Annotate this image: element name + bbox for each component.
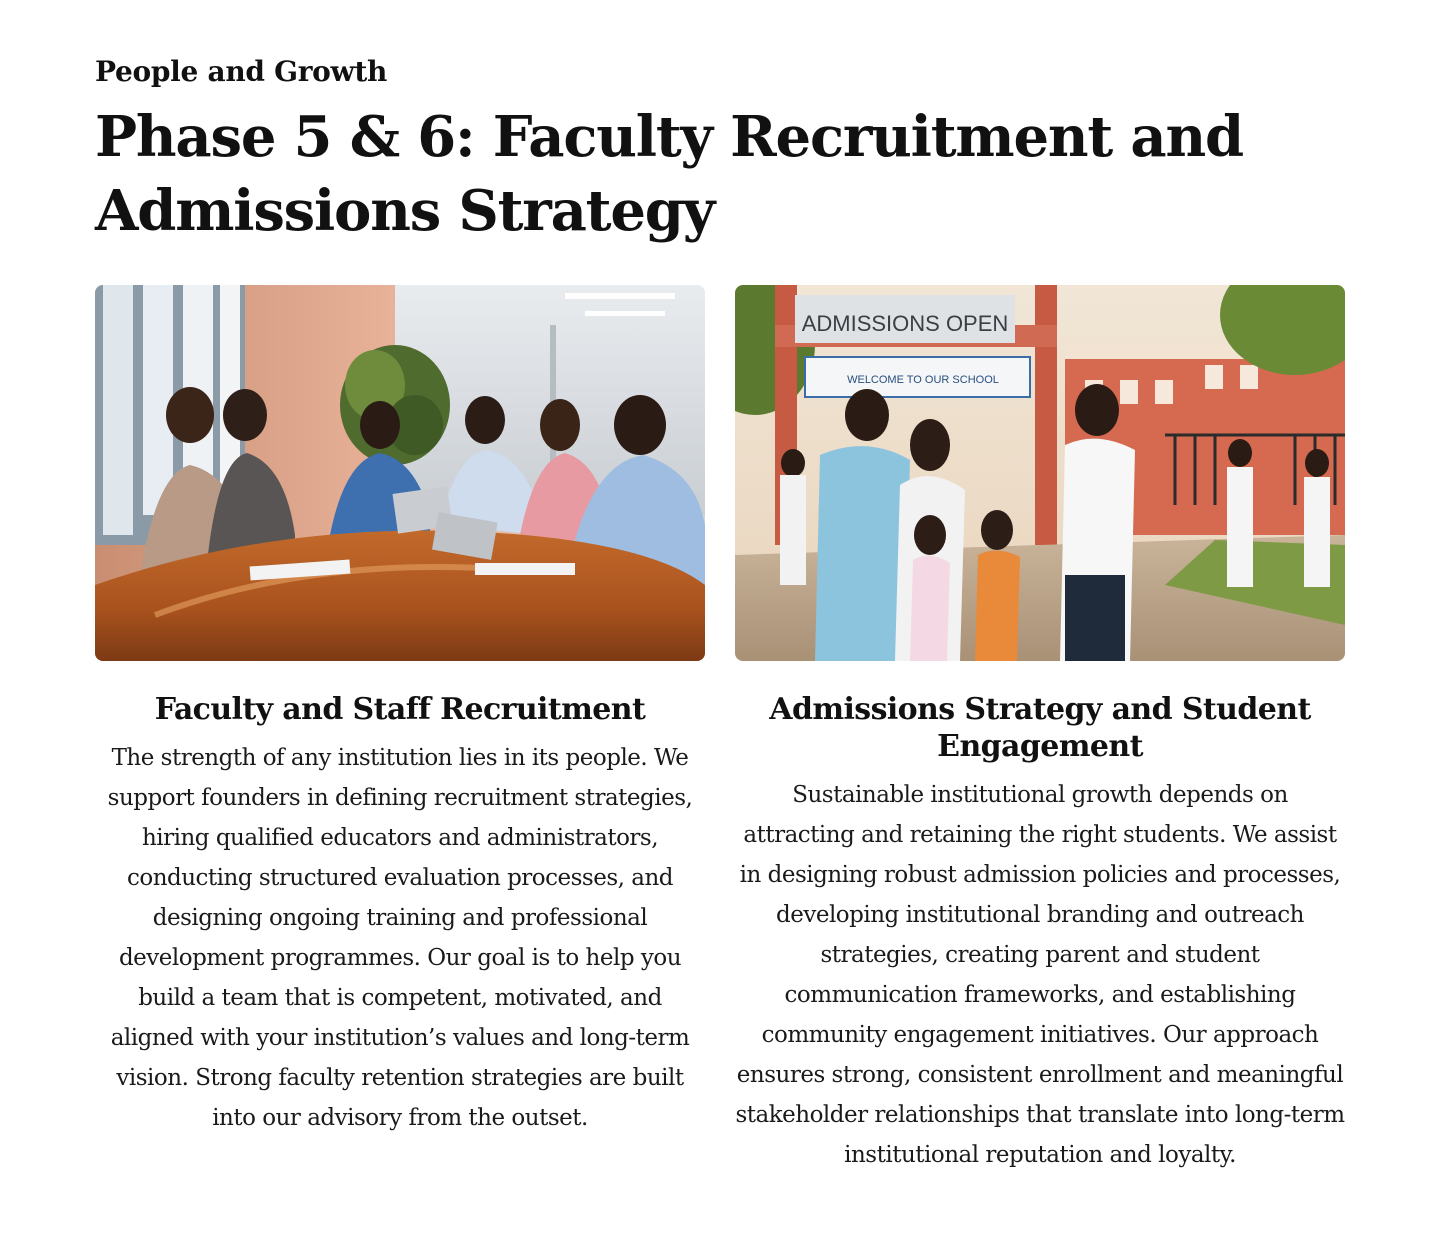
faculty-meeting-image [95,285,705,661]
card-title: Admissions Strategy and Student Engagement [769,692,1311,764]
card-description: Sustainable institutional growth depends on attracting and retaining the right students. We assist in designing robust admission policies and processes, developing institutional branding and outreach strategies, creating parent and student communication frameworks, and establishing community engagement initiatives. Our approach ensures strong, consistent enrollment and meaningful stakeholder relationships that translate into long-term institutional reputation and loyalty. [735,782,1345,1168]
card-title: Faculty and Staff Recruitment [154,692,646,727]
school-admissions-image [735,285,1345,661]
card-description: The strength of any institution lies in its people. We support founders in defining recruitment strategies, hiring qualified educators and administrators, conducting structured evaluation processes, and designing ongoing training and professional development programmes. Our goal is to help you build a team that is competent, motivated, and aligned with your institution’s values and long-term vision. Strong faculty retention strategies are built into our advisory from the outset. [107,745,693,1131]
card-faculty-recruitment [95,285,705,1138]
card-admissions-strategy [735,285,1345,1175]
admissions-open-sign: ADMISSIONS OPEN [801,311,1009,336]
page-title: Phase 5 & 6: Faculty Recruitment and Admissions Strategy [95,104,1243,244]
welcome-banner: WELCOME TO OUR SCHOOL [847,374,999,386]
section-eyebrow: People and Growth [95,55,388,88]
